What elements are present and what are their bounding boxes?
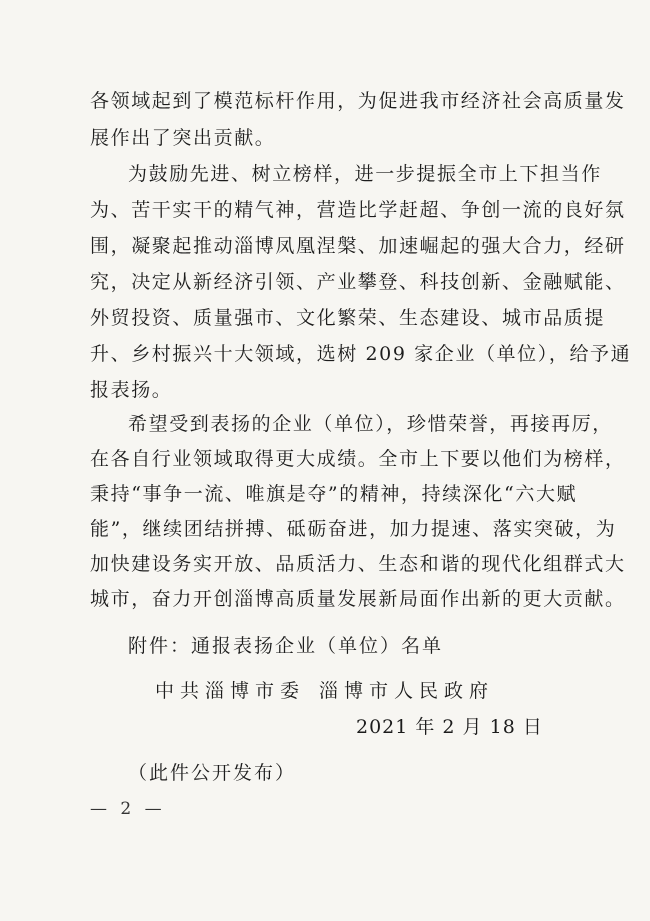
body-line: 希望受到表扬的企业（单位），珍惜荣誉，再接再厉， xyxy=(128,413,613,435)
body-line: 围，凝聚起推动淄博凤凰涅槃、加速崛起的强大合力，经研 xyxy=(90,235,626,257)
attachment-note: 附件：通报表扬企业（单位）名单 xyxy=(128,635,444,657)
body-line: 究，决定从新经济引领、产业攀登、科技创新、金融赋能、 xyxy=(90,271,626,293)
body-line: 秉持“事争一流、唯旗是夺”的精神，持续深化“六大赋 xyxy=(90,483,578,505)
body-line: 为、苦干实干的精气神，营造比学赶超、争创一流的良好氛 xyxy=(90,199,626,221)
issuer-party-committee: 中共淄博市委 xyxy=(155,680,306,702)
body-line: 展作出了突出贡献。 xyxy=(90,127,276,149)
body-line: 升、乡村振兴十大领域，选树 209 家企业（单位），给予通 xyxy=(90,343,632,365)
body-line: 加快建设务实开放、品质活力、生态和谐的现代化组群式大 xyxy=(90,553,626,575)
body-line: 外贸投资、质量强市、文化繁荣、生态建设、城市品质提 xyxy=(90,307,606,329)
publish-note: （此件公开发布） xyxy=(128,762,297,784)
body-line: 在各自行业领域取得更大成绩。全市上下要以他们为榜样， xyxy=(90,448,626,470)
issuer-government: 淄博市人民政府 xyxy=(319,680,495,702)
page-number: — 2 — xyxy=(90,799,166,819)
body-line: 城市，奋力开创淄博高质量发展新局面作出新的更大贡献。 xyxy=(90,588,626,610)
body-line: 报表扬。 xyxy=(90,379,173,401)
body-line: 能”，继续团结拼搏、砥砺奋进，加力提速、落实突破，为 xyxy=(90,518,617,540)
body-line: 为鼓励先进、树立榜样，进一步提振全市上下担当作 xyxy=(128,163,602,185)
issue-date: 2021 年 2 月 18 日 xyxy=(356,716,543,738)
issuers xyxy=(155,676,494,703)
body-line: 各领域起到了模范标杆作用，为促进我市经济社会高质量发 xyxy=(90,90,626,112)
